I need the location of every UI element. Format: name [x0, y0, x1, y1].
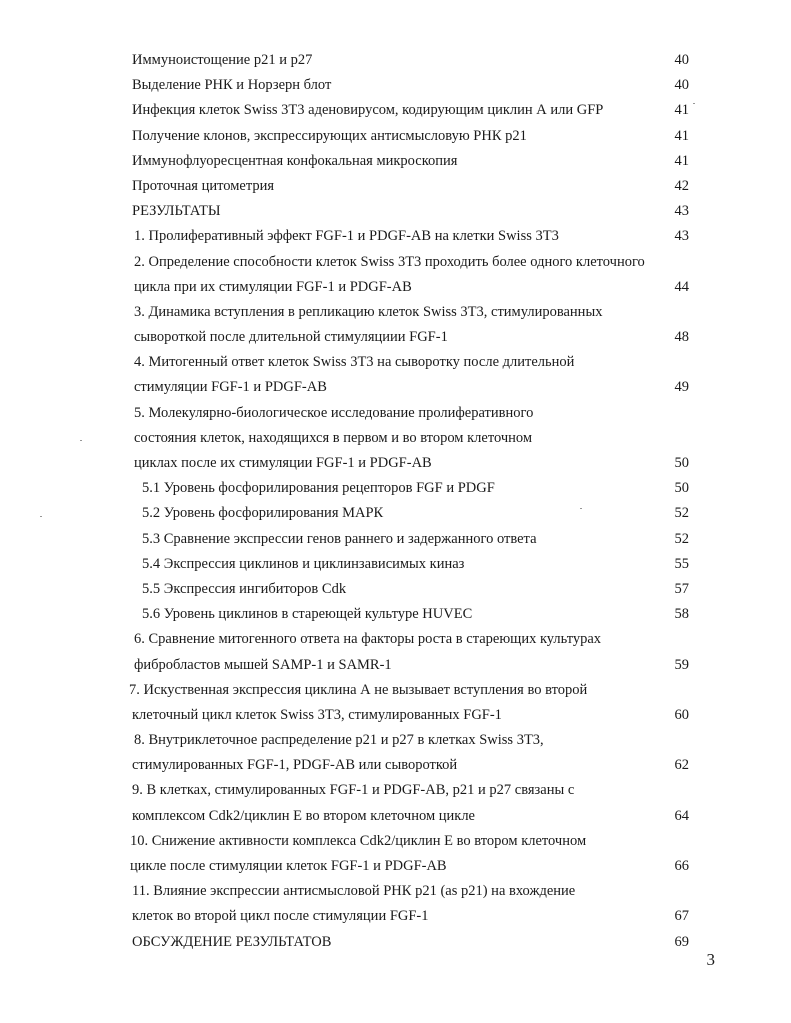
toc-entry-page: 43: [674, 203, 689, 220]
toc-entry: [0, 854, 791, 879]
toc-entry-title: ОБСУЖДЕНИЕ РЕЗУЛЬТАТОВ: [132, 933, 332, 950]
toc-entry: [0, 250, 791, 275]
toc-entry-title: 4. Митогенный ответ клеток Swiss 3T3 на сыворотку после длительной: [134, 354, 575, 371]
toc-entry-page: 69: [674, 933, 689, 950]
toc-entry-title: циклах после их стимуляции FGF-1 и PDGF-AB: [134, 455, 432, 471]
toc-entry-title: цикла при их стимуляции FGF-1 и PDGF-AB: [134, 278, 412, 295]
toc-entry: [0, 703, 791, 728]
toc-entry-title: 2. Определение способности клеток Swiss 3T3 проходить более одного клеточного: [134, 253, 645, 270]
toc-entry-page: 50: [674, 480, 689, 497]
toc-entry: [0, 325, 791, 350]
toc-entry-page: 49: [674, 379, 689, 396]
toc-subentry: [0, 552, 791, 577]
toc-entry-title: 1. Пролиферативный эффект FGF-1 и PDGF-AB на клетки Swiss 3T3: [134, 228, 559, 245]
toc-entry: [0, 778, 791, 803]
toc-entry: [0, 224, 791, 249]
toc-entry: [0, 753, 791, 778]
toc-entry-title: 7. Искуственная экспрессия циклина А не вызывает вступления во второй: [129, 681, 588, 698]
scan-speck: [80, 440, 82, 441]
toc-entry: [0, 426, 791, 451]
toc-entry-page: 59: [674, 656, 689, 673]
toc-entry: [0, 73, 791, 98]
toc-entry-page: 41: [674, 127, 689, 144]
toc-entry-title: Инфекция клеток Swiss 3T3 аденовирусом, кодирующим циклин А или GFP: [132, 102, 604, 119]
toc-subentry: [0, 527, 791, 552]
toc-entry: [0, 653, 791, 678]
toc-entry-page: 42: [674, 177, 689, 194]
toc-entry-title: Получение клонов, экспрессирующих антисмысловую РНК p21: [132, 127, 527, 144]
toc-entry: [0, 350, 791, 375]
toc-entry-page: 64: [674, 807, 689, 824]
toc-entry-page: 48: [674, 329, 689, 346]
toc-entry: [0, 879, 791, 904]
toc-entry-title: 6. Сравнение митогенного ответа на факторы роста в стареющих культурах: [134, 631, 602, 648]
toc-entry-page: 52: [674, 530, 689, 547]
toc-entry-title: цикле после стимуляции клеток FGF-1 и PDGF-AB: [130, 858, 447, 874]
toc-subentry: [0, 577, 791, 602]
toc-entry-title: комплексом Cdk2/циклин Е во втором клеточном цикле: [132, 807, 475, 824]
toc-entry-page: 41: [674, 102, 689, 119]
toc-entry-title: Иммунофлуоресцентная конфокальная микроскопия: [132, 152, 458, 169]
scan-speck: [580, 508, 582, 509]
toc-subentry: [0, 602, 791, 627]
toc-subentry: [0, 476, 791, 501]
toc-entry-page: 60: [674, 706, 689, 723]
toc-entry-title: 3. Динамика вступления в репликацию клеток Swiss 3T3, стимулированных: [134, 303, 603, 320]
toc-entry: [0, 804, 791, 829]
toc-entry-title: клеточный цикл клеток Swiss 3T3, стимулированных FGF-1: [132, 706, 502, 723]
toc-entry-title: Проточная цитометрия: [132, 177, 275, 194]
toc-entry-title: состояния клеток, находящихся в первом и во втором клеточном: [134, 429, 533, 446]
toc-entry: [0, 627, 791, 652]
toc-entry-title: 10. Снижение активности комплекса Cdk2/циклин Е во втором клеточном: [130, 832, 587, 849]
toc-entry-title: 5. Молекулярно-биологическое исследование пролиферативного: [134, 404, 534, 421]
toc-entry: [0, 678, 791, 703]
toc-entry: [0, 728, 791, 753]
toc-entry-page: 52: [674, 505, 689, 522]
toc-entry-title: клеток во второй цикл после стимуляции FGF-1: [132, 908, 429, 925]
toc-entry-page: 62: [674, 757, 689, 774]
toc-entry-page: 40: [674, 52, 689, 68]
toc-entry: [0, 98, 791, 123]
toc-subentry: [0, 501, 791, 526]
toc-entry-page: 58: [674, 606, 689, 623]
toc-entry-title: 5.2 Уровень фосфорилирования МАРК: [142, 505, 384, 522]
toc-entry-title: 5.5 Экспрессия ингибиторов Cdk: [142, 580, 347, 597]
toc-entry-title: Выделение РНК и Норзерн блот: [132, 77, 332, 94]
toc-entry-title: 11. Влияние экспрессии антисмысловой РНК p21 (as p21) на вхождение: [132, 883, 576, 900]
toc-entry-page: 44: [674, 278, 689, 295]
scan-speck: [40, 516, 42, 517]
toc-section-heading: [0, 199, 791, 224]
toc-entry-title: 5.1 Уровень фосфорилирования рецепторов FGF и PDGF: [142, 480, 495, 497]
toc-entry: [0, 375, 791, 400]
toc-entry-page: 55: [674, 555, 689, 572]
toc-entry-title: сывороткой после длительной стимуляциии FGF-1: [134, 329, 448, 346]
toc-entry-page: 66: [674, 858, 689, 874]
toc-entry: [0, 829, 791, 854]
toc-entry-page: 67: [674, 908, 689, 925]
toc-section-heading: [0, 930, 791, 955]
toc-entry-title: 5.6 Уровень циклинов в стареющей культуре HUVEC: [142, 606, 473, 623]
toc-entry-title: стимулированных FGF-1, PDGF-AB или сывороткой: [132, 757, 458, 774]
toc-entry-title: 5.3 Сравнение экспрессии генов раннего и задержанного ответа: [142, 530, 537, 547]
toc-entry-page: 50: [674, 455, 689, 471]
toc-entry: [0, 275, 791, 300]
toc-entry-title: 5.4 Экспрессия циклинов и циклинзависимых киназ: [142, 555, 465, 572]
toc-entry-title: 9. В клетках, стимулированных FGF-1 и PDGF-AB, p21 и p27 связаны с: [132, 782, 575, 799]
toc-entry: [0, 300, 791, 325]
toc-entry: [0, 174, 791, 199]
toc-entry-title: фибробластов мышей SAMP-1 и SAMR-1: [134, 656, 392, 673]
toc-entry-title: РЕЗУЛЬТАТЫ: [132, 203, 221, 220]
table-of-contents: [0, 48, 791, 955]
toc-entry: [0, 149, 791, 174]
toc-entry-title: Иммуноистощение p21 и p27: [132, 52, 313, 68]
toc-entry: [0, 48, 791, 73]
toc-entry-page: 43: [674, 228, 689, 245]
page-number: 3: [706, 950, 715, 969]
toc-entry-title: 8. Внутриклеточное распределение p21 и p27 в клетках Swiss 3T3,: [134, 732, 544, 749]
toc-entry-page: 57: [674, 580, 689, 597]
scan-speck: [693, 103, 695, 104]
toc-entry-title: стимуляции FGF-1 и PDGF-AB: [134, 379, 327, 396]
toc-entry-page: 40: [674, 77, 689, 94]
toc-entry-page: 41: [674, 152, 689, 169]
toc-entry: [0, 451, 791, 476]
toc-entry: [0, 124, 791, 149]
toc-entry: [0, 904, 791, 929]
toc-entry: [0, 401, 791, 426]
